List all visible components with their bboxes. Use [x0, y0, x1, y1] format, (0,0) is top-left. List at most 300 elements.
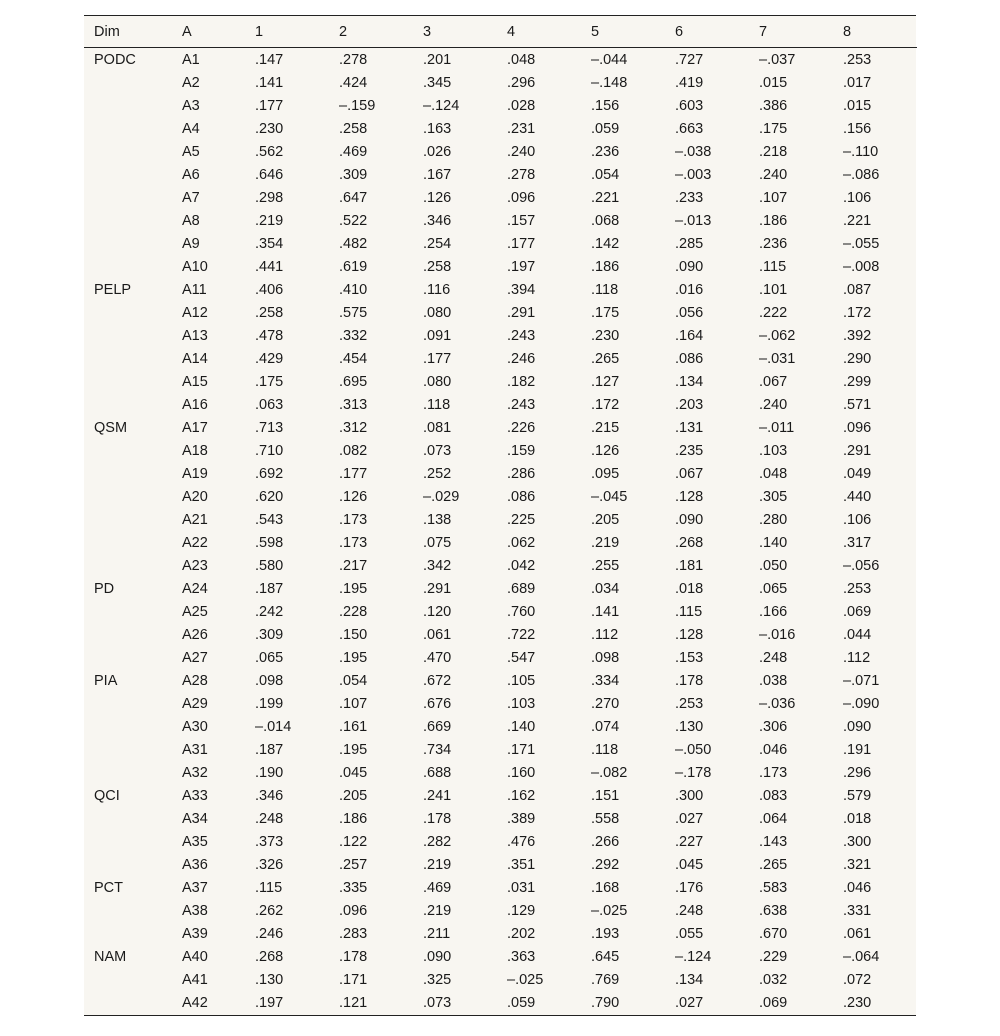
loading-cell: .202: [507, 926, 536, 942]
dimension-cell: [84, 348, 172, 371]
loading-cell: .229: [759, 949, 788, 965]
table-row: [84, 923, 917, 946]
loading-cell: –.013: [675, 213, 712, 229]
loading-cell: .187: [255, 581, 284, 597]
loading-cell: .219: [423, 857, 452, 873]
loading-cell: .197: [255, 995, 284, 1011]
loading-cell: .101: [759, 282, 788, 298]
loading-cell: .106: [843, 512, 872, 528]
item-cell: A21: [182, 512, 208, 528]
loading-cell: .112: [843, 650, 871, 666]
dimension-cell: [84, 854, 172, 877]
loading-cell: .298: [255, 190, 284, 206]
dimension-cell: NAM: [94, 949, 127, 965]
loading-cell: .046: [759, 742, 788, 758]
item-cell: A5: [182, 144, 200, 160]
loading-cell: .195: [339, 581, 368, 597]
loading-cell: .406: [255, 282, 284, 298]
loading-cell: .173: [759, 765, 788, 781]
loading-cell: .306: [759, 719, 788, 735]
loading-cell: .313: [339, 397, 368, 413]
dimension-cell: PELP: [94, 282, 132, 298]
loading-cell: .090: [675, 512, 704, 528]
loading-cell: .579: [843, 788, 872, 804]
dimension-cell: [84, 486, 172, 509]
loading-cell: .300: [843, 834, 872, 850]
loading-cell: .034: [591, 581, 620, 597]
loading-cell: .090: [423, 949, 452, 965]
loading-cell: .177: [423, 351, 452, 367]
loading-cell: .219: [591, 535, 620, 551]
dimension-cell: [84, 371, 172, 394]
loading-cell: .670: [759, 926, 788, 942]
loading-cell: .186: [339, 811, 368, 827]
loading-cell: .150: [339, 627, 368, 643]
column-header: 3: [413, 16, 497, 48]
dimension-cell: [84, 900, 172, 923]
loading-cell: .268: [675, 535, 704, 551]
table-row: [84, 486, 917, 509]
item-cell: A36: [182, 857, 208, 873]
loading-cell: .345: [423, 75, 452, 91]
loading-cell: .219: [255, 213, 284, 229]
table-row: [84, 187, 917, 210]
item-cell: A37: [182, 880, 208, 896]
loading-cell: .240: [759, 397, 788, 413]
item-cell: A27: [182, 650, 208, 666]
loading-cell: .265: [759, 857, 788, 873]
factor-loadings-table: [84, 16, 917, 1015]
loading-cell: .038: [759, 673, 788, 689]
loading-cell: .027: [675, 995, 704, 1011]
loading-cell: .081: [423, 420, 452, 436]
loading-cell: .309: [255, 627, 284, 643]
loading-cell: .240: [507, 144, 536, 160]
loading-cell: .645: [591, 949, 620, 965]
loading-cell: .321: [843, 857, 872, 873]
loading-cell: .118: [591, 282, 619, 298]
loading-cell: .278: [339, 52, 368, 68]
item-cell: A19: [182, 466, 208, 482]
loading-cell: .253: [675, 696, 704, 712]
loading-cell: .769: [591, 972, 620, 988]
loading-cell: .296: [507, 75, 536, 91]
column-header: 4: [497, 16, 581, 48]
loading-cell: .126: [339, 489, 368, 505]
table-row: [84, 509, 917, 532]
loading-cell: .290: [843, 351, 872, 367]
loading-cell: –.003: [675, 167, 712, 183]
dimension-cell: PODC: [94, 52, 136, 68]
loading-cell: –.050: [675, 742, 712, 758]
loading-cell: .291: [507, 305, 536, 321]
loading-cell: .676: [423, 696, 452, 712]
loading-cell: .118: [423, 397, 451, 413]
loading-cell: .178: [675, 673, 704, 689]
loading-cell: .046: [843, 880, 872, 896]
loading-cell: .121: [339, 995, 368, 1011]
table-row: [84, 946, 917, 969]
item-cell: A35: [182, 834, 208, 850]
loading-cell: .107: [759, 190, 788, 206]
loading-cell: .028: [507, 98, 536, 114]
loading-cell: .048: [507, 52, 536, 68]
dimension-cell: [84, 141, 172, 164]
loading-cell: .469: [423, 880, 452, 896]
loading-cell: .157: [507, 213, 536, 229]
loading-cell: .141: [591, 604, 620, 620]
loading-cell: .296: [843, 765, 872, 781]
loading-cell: .141: [255, 75, 284, 91]
loading-cell: .126: [423, 190, 452, 206]
table-row: [84, 371, 917, 394]
loading-cell: .026: [423, 144, 452, 160]
loading-cell: .790: [591, 995, 620, 1011]
loading-cell: .300: [675, 788, 704, 804]
loading-cell: .086: [675, 351, 704, 367]
loading-cell: .203: [675, 397, 704, 413]
loading-cell: .195: [339, 742, 368, 758]
loading-cell: .230: [591, 328, 620, 344]
item-cell: A38: [182, 903, 208, 919]
loading-cell: .015: [843, 98, 872, 114]
loading-cell: .522: [339, 213, 368, 229]
loading-cell: –.110: [843, 144, 879, 160]
item-cell: A7: [182, 190, 200, 206]
loading-cell: .312: [339, 420, 368, 436]
item-cell: A26: [182, 627, 208, 643]
loading-cell: .130: [675, 719, 704, 735]
loading-cell: .619: [339, 259, 368, 275]
item-cell: A22: [182, 535, 208, 551]
loading-cell: .143: [759, 834, 788, 850]
loading-cell: .217: [339, 558, 368, 574]
loading-cell: .286: [507, 466, 536, 482]
loading-cell: .098: [255, 673, 284, 689]
table-row: [84, 969, 917, 992]
item-cell: A31: [182, 742, 208, 758]
dimension-cell: [84, 463, 172, 486]
loading-cell: .429: [255, 351, 284, 367]
loading-cell: .760: [507, 604, 536, 620]
table-row: [84, 532, 917, 555]
loading-cell: –.037: [759, 52, 796, 68]
loading-cell: .160: [507, 765, 536, 781]
loading-cell: .098: [591, 650, 620, 666]
loading-cell: .090: [675, 259, 704, 275]
loading-cell: –.016: [759, 627, 796, 643]
item-cell: A20: [182, 489, 208, 505]
loading-cell: .331: [843, 903, 872, 919]
dimension-cell: [84, 808, 172, 831]
dimension-cell: [84, 992, 172, 1015]
item-cell: A33: [182, 788, 208, 804]
loading-cell: .042: [507, 558, 536, 574]
loading-cell: .334: [591, 673, 620, 689]
loading-cell: .173: [339, 512, 368, 528]
loading-cell: .218: [759, 144, 788, 160]
loading-cell: .246: [255, 926, 284, 942]
loading-cell: .175: [591, 305, 620, 321]
item-cell: A1: [182, 52, 200, 68]
loading-cell: .067: [759, 374, 788, 390]
loading-cell: .090: [843, 719, 872, 735]
loading-cell: –.090: [843, 696, 880, 712]
dimension-cell: [84, 164, 172, 187]
loading-cell: .309: [339, 167, 368, 183]
loading-cell: .168: [591, 880, 620, 896]
loading-cell: .727: [675, 52, 704, 68]
loading-cell: –.038: [675, 144, 712, 160]
loading-cell: –.178: [675, 765, 712, 781]
loading-cell: .373: [255, 834, 284, 850]
dimension-cell: [84, 601, 172, 624]
loading-cell: .722: [507, 627, 536, 643]
column-header: 1: [245, 16, 329, 48]
loading-cell: .603: [675, 98, 704, 114]
loading-cell: .231: [507, 121, 536, 137]
loading-cell: .065: [759, 581, 788, 597]
table-row: [84, 394, 917, 417]
loading-cell: .394: [507, 282, 536, 298]
loading-cell: .049: [843, 466, 872, 482]
dimension-cell: PIA: [94, 673, 118, 689]
dimension-cell: [84, 555, 172, 578]
item-cell: A30: [182, 719, 208, 735]
loading-cell: .156: [843, 121, 872, 137]
loading-cell: .299: [843, 374, 872, 390]
loading-cell: .236: [591, 144, 620, 160]
item-cell: A24: [182, 581, 208, 597]
loading-cell: .186: [759, 213, 788, 229]
loading-cell: .126: [591, 443, 620, 459]
table-row: [84, 877, 917, 900]
column-header: 5: [581, 16, 665, 48]
loading-cell: .017: [843, 75, 872, 91]
loading-cell: –.082: [591, 765, 628, 781]
loading-cell: .558: [591, 811, 620, 827]
table-row: [84, 808, 917, 831]
dimension-cell: [84, 693, 172, 716]
loading-cell: .547: [507, 650, 536, 666]
loading-cell: .193: [591, 926, 620, 942]
loading-cell: .018: [675, 581, 704, 597]
loading-cell: .045: [339, 765, 368, 781]
loading-cell: .171: [339, 972, 368, 988]
loading-cell: .062: [507, 535, 536, 551]
item-cell: A4: [182, 121, 200, 137]
loading-cell: .283: [339, 926, 368, 942]
dimension-cell: [84, 923, 172, 946]
dimension-cell: [84, 256, 172, 279]
loading-cell: –.159: [339, 98, 376, 114]
item-cell: A41: [182, 972, 208, 988]
table-body: [84, 48, 917, 1016]
loading-cell: –.124: [675, 949, 712, 965]
loading-cell: .280: [759, 512, 788, 528]
loading-cell: .638: [759, 903, 788, 919]
loading-cell: .351: [507, 857, 536, 873]
dimension-cell: [84, 647, 172, 670]
table-row: [84, 601, 917, 624]
dimension-cell: [84, 187, 172, 210]
loading-cell: .018: [843, 811, 872, 827]
loading-cell: –.044: [591, 52, 628, 68]
dimension-cell: [84, 95, 172, 118]
table-row: [84, 647, 917, 670]
table-row: [84, 900, 917, 923]
loading-cell: .072: [843, 972, 872, 988]
dimension-cell: [84, 325, 172, 348]
loading-cell: –.025: [507, 972, 544, 988]
table-row: [84, 831, 917, 854]
loading-cell: .197: [507, 259, 536, 275]
item-cell: A8: [182, 213, 200, 229]
loading-cell: .073: [423, 995, 452, 1011]
dimension-cell: [84, 969, 172, 992]
loading-cell: .128: [675, 627, 704, 643]
loading-cell: .257: [339, 857, 368, 873]
loading-cell: .134: [675, 972, 704, 988]
loading-cell: .096: [843, 420, 872, 436]
loading-cell: .182: [507, 374, 536, 390]
loading-cell: –.014: [255, 719, 292, 735]
dimension-cell: [84, 831, 172, 854]
table-row: [84, 555, 917, 578]
loading-cell: .268: [255, 949, 284, 965]
dimension-cell: [84, 716, 172, 739]
loading-cell: .562: [255, 144, 284, 160]
loading-cell: .172: [591, 397, 620, 413]
loading-cell: .080: [423, 374, 452, 390]
loading-cell: .335: [339, 880, 368, 896]
item-cell: A39: [182, 926, 208, 942]
loading-cell: .332: [339, 328, 368, 344]
loading-cell: .073: [423, 443, 452, 459]
loading-cell: .258: [423, 259, 452, 275]
loading-cell: .692: [255, 466, 284, 482]
loading-cell: .177: [507, 236, 536, 252]
loading-cell: .095: [591, 466, 620, 482]
table-row: [84, 440, 917, 463]
loading-cell: .116: [423, 282, 451, 298]
loading-cell: .166: [759, 604, 788, 620]
loading-cell: .255: [591, 558, 620, 574]
table-row: [84, 233, 917, 256]
loading-cell: .221: [843, 213, 872, 229]
loading-cell: .175: [255, 374, 284, 390]
loading-cell: .115: [759, 259, 787, 275]
loading-cell: .195: [339, 650, 368, 666]
loading-cell: .669: [423, 719, 452, 735]
item-cell: A12: [182, 305, 208, 321]
loading-cell: .054: [339, 673, 368, 689]
loading-cell: .191: [843, 742, 872, 758]
item-cell: A9: [182, 236, 200, 252]
loading-cell: –.029: [423, 489, 460, 505]
loading-cell: .120: [423, 604, 452, 620]
table-row: [84, 716, 917, 739]
loading-cell: .128: [675, 489, 704, 505]
table-row: [84, 578, 917, 601]
loading-cell: .325: [423, 972, 452, 988]
loading-cell: .061: [843, 926, 872, 942]
table-row: [84, 739, 917, 762]
loading-cell: .140: [507, 719, 536, 735]
loading-cell: –.031: [759, 351, 796, 367]
loading-cell: .187: [255, 742, 284, 758]
loading-cell: .163: [423, 121, 452, 137]
item-cell: A14: [182, 351, 208, 367]
loading-cell: .186: [591, 259, 620, 275]
table-row: [84, 992, 917, 1015]
loading-cell: .270: [591, 696, 620, 712]
loading-cell: .392: [843, 328, 872, 344]
dimension-cell: [84, 509, 172, 532]
loading-cell: .129: [507, 903, 536, 919]
loading-cell: .292: [591, 857, 620, 873]
loading-cell: –.148: [591, 75, 628, 91]
loading-cell: .201: [423, 52, 452, 68]
loading-cell: .161: [339, 719, 368, 735]
loading-cell: –.025: [591, 903, 628, 919]
loading-cell: .045: [675, 857, 704, 873]
table-row: [84, 624, 917, 647]
dimension-cell: [84, 302, 172, 325]
item-cell: A23: [182, 558, 208, 574]
loading-cell: .305: [759, 489, 788, 505]
loading-cell: .282: [423, 834, 452, 850]
loading-cell: .235: [675, 443, 704, 459]
loading-cell: .598: [255, 535, 284, 551]
loading-cell: .205: [591, 512, 620, 528]
loading-cell: .134: [675, 374, 704, 390]
item-cell: A10: [182, 259, 208, 275]
loading-cell: .086: [507, 489, 536, 505]
loading-cell: .478: [255, 328, 284, 344]
loading-cell: .118: [591, 742, 619, 758]
loading-cell: .346: [423, 213, 452, 229]
dimension-cell: QSM: [94, 420, 128, 436]
loading-cell: .106: [843, 190, 872, 206]
loading-cell: .233: [675, 190, 704, 206]
loading-cell: .175: [759, 121, 788, 137]
loading-cell: .291: [423, 581, 452, 597]
table-row: [84, 118, 917, 141]
dimension-cell: [84, 532, 172, 555]
item-cell: A3: [182, 98, 200, 114]
table-row: [84, 279, 917, 302]
loading-cell: .181: [675, 558, 704, 574]
loading-cell: .482: [339, 236, 368, 252]
loading-cell: .470: [423, 650, 452, 666]
loading-cell: .055: [675, 926, 704, 942]
loading-cell: .734: [423, 742, 452, 758]
item-cell: A29: [182, 696, 208, 712]
item-cell: A13: [182, 328, 208, 344]
loading-cell: .068: [591, 213, 620, 229]
loading-cell: .243: [507, 328, 536, 344]
loading-cell: .177: [255, 98, 284, 114]
loading-cell: .115: [675, 604, 703, 620]
loading-cell: .254: [423, 236, 452, 252]
column-header: 2: [329, 16, 413, 48]
loading-cell: .167: [423, 167, 452, 183]
loading-cell: .082: [339, 443, 368, 459]
loading-cell: .105: [507, 673, 536, 689]
loading-cell: .454: [339, 351, 368, 367]
loading-cell: .262: [255, 903, 284, 919]
